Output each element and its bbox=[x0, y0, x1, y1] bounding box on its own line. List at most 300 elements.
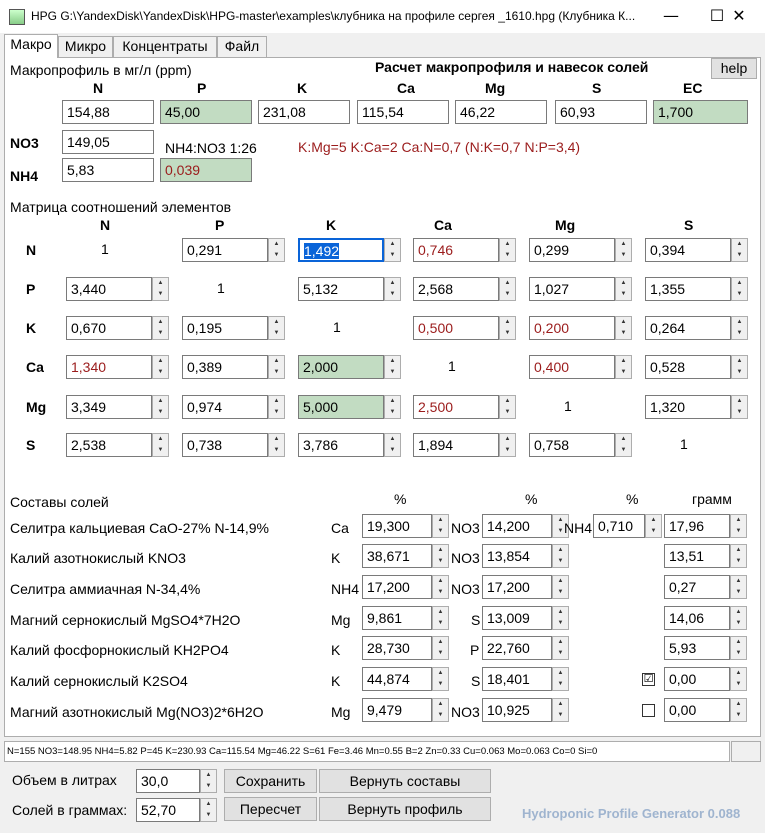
spin-up-icon[interactable]: ▲ bbox=[557, 701, 564, 707]
spin-up-icon[interactable]: ▲ bbox=[273, 319, 280, 325]
matrix-ca-n-field[interactable] bbox=[66, 355, 152, 379]
salt-percent-1-spinner[interactable] bbox=[432, 514, 449, 538]
status-bar: N=155 NO3=148.95 NH4=5.82 P=45 K=230.93 Ca=115.54 Mg=46.22 S=61 Fe=3.46 Mn=0.55 B=2 Zn=0.33 Cu=0.063 Mo=0.063 Co=0 Si=0 bbox=[4, 741, 730, 762]
restore-profile-button[interactable]: Вернуть профиль bbox=[319, 797, 491, 821]
no3-label: NO3 bbox=[10, 135, 39, 151]
spin-down-icon[interactable]: ▼ bbox=[273, 369, 280, 375]
salt-percent-1-spinner[interactable] bbox=[432, 544, 449, 568]
macro-ca-field[interactable]: 115,54 bbox=[357, 100, 449, 124]
salt-grams-spinner[interactable] bbox=[730, 544, 747, 568]
spin-up-icon[interactable]: ▲ bbox=[437, 517, 444, 523]
matrix-k-mg-field[interactable] bbox=[529, 316, 615, 340]
matrix-ca-k-value: 2,000 bbox=[303, 359, 339, 375]
spin-up-icon[interactable]: ▲ bbox=[557, 609, 564, 615]
spin-up-icon[interactable]: ▲ bbox=[205, 772, 212, 778]
app-icon bbox=[9, 9, 25, 25]
matrix-mg-s-field[interactable] bbox=[645, 395, 731, 419]
spin-down-icon[interactable]: ▼ bbox=[273, 330, 280, 336]
spin-down-icon[interactable]: ▼ bbox=[736, 409, 743, 415]
matrix-p-k-spinner[interactable] bbox=[384, 277, 401, 301]
spin-up-icon[interactable]: ▲ bbox=[389, 436, 396, 442]
salt-percent-2-field[interactable]: 22,760 bbox=[482, 636, 552, 660]
salt-grams-spinner[interactable] bbox=[730, 514, 747, 538]
matrix-p-p-cell: 1 bbox=[217, 280, 225, 296]
matrix-mg-k-field[interactable] bbox=[298, 395, 384, 419]
spin-down-icon[interactable]: ▼ bbox=[735, 589, 742, 595]
salt-grams-field[interactable]: 14,06 bbox=[664, 606, 730, 630]
matrix-p-k-field[interactable] bbox=[298, 277, 384, 301]
spin-down-icon[interactable]: ▼ bbox=[735, 620, 742, 626]
spin-up-icon[interactable]: ▲ bbox=[557, 670, 564, 676]
salts-grams-spinner[interactable] bbox=[200, 798, 217, 822]
salt-grams-field[interactable]: 5,93 bbox=[664, 636, 730, 660]
spin-down-icon[interactable]: ▼ bbox=[437, 681, 444, 687]
matrix-s-n-spinner[interactable] bbox=[152, 433, 169, 457]
spin-down-icon[interactable]: ▼ bbox=[437, 650, 444, 656]
matrix-p-s-spinner[interactable] bbox=[731, 277, 748, 301]
maximize-icon[interactable]: ☐ bbox=[709, 6, 725, 25]
salt-percent-1-spinner[interactable] bbox=[432, 636, 449, 660]
spin-up-icon[interactable]: ▲ bbox=[157, 280, 164, 286]
spin-up-icon[interactable]: ▲ bbox=[620, 436, 627, 442]
spin-up-icon[interactable]: ▲ bbox=[504, 398, 511, 404]
macro-col-s: S bbox=[592, 80, 602, 96]
spin-up-icon[interactable]: ▲ bbox=[389, 358, 396, 364]
matrix-mg-k-value: 5,000 bbox=[303, 399, 339, 415]
spin-down-icon[interactable]: ▼ bbox=[735, 712, 742, 718]
tab-micro[interactable]: Микро bbox=[58, 36, 113, 57]
matrix-k-s-spinner[interactable] bbox=[731, 316, 748, 340]
matrix-s-mg-value: 0,758 bbox=[534, 437, 570, 453]
salts-pct-3: % bbox=[626, 491, 639, 507]
matrix-ca-n-spinner[interactable] bbox=[152, 355, 169, 379]
spin-down-icon[interactable]: ▼ bbox=[620, 369, 627, 375]
matrix-n-ca-spinner[interactable] bbox=[499, 238, 516, 262]
salt-percent-2-spinner[interactable] bbox=[552, 544, 569, 568]
spin-up-icon[interactable]: ▲ bbox=[389, 280, 396, 286]
matrix-n-p-value: 0,291 bbox=[187, 242, 223, 258]
salt-element-2: S bbox=[471, 612, 481, 628]
salt-percent-1-field[interactable]: 44,874 bbox=[362, 667, 432, 691]
matrix-row-label: P bbox=[26, 281, 36, 297]
salt-percent-1-field[interactable]: 17,200 bbox=[362, 575, 432, 599]
matrix-p-s-field[interactable] bbox=[645, 277, 731, 301]
matrix-s-ca-spinner[interactable] bbox=[499, 433, 516, 457]
matrix-n-ca-field[interactable] bbox=[413, 238, 499, 262]
salt-percent-1-field[interactable]: 38,671 bbox=[362, 544, 432, 568]
spin-down-icon[interactable]: ▼ bbox=[389, 291, 396, 297]
salt-element-2: S bbox=[471, 673, 481, 689]
matrix-n-mg-field[interactable] bbox=[529, 238, 615, 262]
matrix-s-p-spinner[interactable] bbox=[268, 433, 285, 457]
restore-salts-button[interactable]: Вернуть составы bbox=[319, 769, 491, 793]
matrix-col-mg: Mg bbox=[555, 217, 576, 233]
spin-down-icon[interactable]: ▼ bbox=[620, 252, 627, 258]
matrix-ca-k-field[interactable] bbox=[298, 355, 384, 379]
spin-down-icon[interactable]: ▼ bbox=[437, 712, 444, 718]
matrix-s-k-field[interactable] bbox=[298, 433, 384, 457]
matrix-ca-k-spinner[interactable] bbox=[384, 355, 401, 379]
macro-p-field[interactable]: 45,00 bbox=[160, 100, 252, 124]
matrix-mg-n-field[interactable] bbox=[66, 395, 152, 419]
salt-enable-checkbox[interactable] bbox=[642, 704, 655, 717]
matrix-n-p-spinner[interactable] bbox=[268, 238, 285, 262]
salt-percent-2-field[interactable]: 14,200 bbox=[482, 514, 552, 538]
salt-element-2: P bbox=[470, 642, 480, 658]
salts-pct-1: % bbox=[394, 491, 407, 507]
matrix-mg-k-spinner[interactable] bbox=[384, 395, 401, 419]
matrix-mg-p-value: 0,974 bbox=[187, 399, 223, 415]
salt-element-1: K bbox=[331, 550, 341, 566]
macro-k-field[interactable]: 231,08 bbox=[258, 100, 350, 124]
spin-up-icon[interactable]: ▲ bbox=[735, 701, 742, 707]
salt-percent-2-spinner[interactable] bbox=[552, 698, 569, 722]
salt-percent-1-spinner[interactable] bbox=[432, 667, 449, 691]
matrix-s-n-field[interactable] bbox=[66, 433, 152, 457]
minimize-icon[interactable]: — bbox=[663, 6, 679, 25]
matrix-ca-p-spinner[interactable] bbox=[268, 355, 285, 379]
spin-up-icon[interactable]: ▲ bbox=[620, 358, 627, 364]
save-button[interactable]: Сохранить bbox=[224, 769, 317, 793]
spin-down-icon[interactable]: ▼ bbox=[504, 409, 511, 415]
matrix-p-mg-field[interactable] bbox=[529, 277, 615, 301]
salts-grams-label: Солей в граммах: bbox=[12, 802, 128, 818]
matrix-n-mg-spinner[interactable] bbox=[615, 238, 632, 262]
salt-name: Калий фосфорнокислый KH2PO4 bbox=[10, 642, 229, 658]
spin-down-icon[interactable]: ▼ bbox=[273, 447, 280, 453]
matrix-p-n-field[interactable] bbox=[66, 277, 152, 301]
spin-down-icon[interactable]: ▼ bbox=[157, 291, 164, 297]
nh4-field[interactable]: 5,83 bbox=[62, 158, 154, 182]
spin-up-icon[interactable]: ▲ bbox=[650, 517, 657, 523]
spin-up-icon[interactable]: ▲ bbox=[504, 436, 511, 442]
salt-percent-2-field[interactable]: 18,401 bbox=[482, 667, 552, 691]
spin-up-icon[interactable]: ▲ bbox=[736, 398, 743, 404]
salt-name: Калий азотнокислый KNO3 bbox=[10, 550, 186, 566]
macro-col-n: N bbox=[93, 80, 104, 96]
salt-percent-1-spinner[interactable] bbox=[432, 606, 449, 630]
matrix-row-label: K bbox=[26, 320, 37, 336]
spin-down-icon[interactable]: ▼ bbox=[389, 409, 396, 415]
matrix-n-k-field[interactable] bbox=[298, 238, 384, 262]
matrix-s-n-value: 2,538 bbox=[71, 437, 107, 453]
matrix-p-ca-field[interactable] bbox=[413, 277, 499, 301]
spin-up-icon[interactable]: ▲ bbox=[557, 639, 564, 645]
matrix-n-s-field[interactable] bbox=[645, 238, 731, 262]
matrix-ca-s-spinner[interactable] bbox=[731, 355, 748, 379]
ratios-summary: K:Mg=5 K:Ca=2 Ca:N=0,7 (N:K=0,7 N:P=3,4) bbox=[298, 139, 581, 155]
matrix-k-n-field[interactable] bbox=[66, 316, 152, 340]
salt-grams-field[interactable]: 0,27 bbox=[664, 575, 730, 599]
matrix-col-s: S bbox=[684, 217, 694, 233]
spin-down-icon[interactable]: ▼ bbox=[735, 681, 742, 687]
matrix-ca-p-value: 0,389 bbox=[187, 359, 223, 375]
volume-field[interactable]: 30,0 bbox=[136, 769, 200, 793]
spin-down-icon[interactable]: ▼ bbox=[557, 528, 564, 534]
matrix-k-n-spinner[interactable] bbox=[152, 316, 169, 340]
spin-up-icon[interactable]: ▲ bbox=[620, 280, 627, 286]
matrix-ca-mg-field[interactable] bbox=[529, 355, 615, 379]
matrix-row-label: Ca bbox=[26, 359, 44, 375]
spin-up-icon[interactable]: ▲ bbox=[205, 801, 212, 807]
salt-name: Магний сернокислый MgSO4*7H2O bbox=[10, 612, 241, 628]
salt-percent-2-field[interactable]: 13,009 bbox=[482, 606, 552, 630]
matrix-n-mg-value: 0,299 bbox=[534, 242, 570, 258]
salt-grams-spinner[interactable] bbox=[730, 698, 747, 722]
salt-percent-3-spinner[interactable] bbox=[645, 514, 662, 538]
matrix-n-n-cell: 1 bbox=[101, 241, 109, 257]
macro-s-field[interactable]: 60,93 bbox=[555, 100, 647, 124]
matrix-mg-mg-cell: 1 bbox=[564, 398, 572, 414]
matrix-mg-p-field[interactable] bbox=[182, 395, 268, 419]
spin-down-icon[interactable]: ▼ bbox=[504, 291, 511, 297]
spin-up-icon[interactable]: ▲ bbox=[437, 578, 444, 584]
spin-down-icon[interactable]: ▼ bbox=[273, 409, 280, 415]
matrix-s-mg-spinner[interactable] bbox=[615, 433, 632, 457]
spin-down-icon[interactable]: ▼ bbox=[157, 409, 164, 415]
recalc-button[interactable]: Пересчет bbox=[224, 797, 317, 821]
spin-down-icon[interactable]: ▼ bbox=[557, 650, 564, 656]
matrix-ca-p-field[interactable] bbox=[182, 355, 268, 379]
nh4-share-field[interactable]: 0,039 bbox=[160, 158, 252, 182]
spin-up-icon[interactable]: ▲ bbox=[735, 639, 742, 645]
spin-down-icon[interactable]: ▼ bbox=[389, 447, 396, 453]
matrix-s-p-field[interactable] bbox=[182, 433, 268, 457]
spin-up-icon[interactable]: ▲ bbox=[735, 670, 742, 676]
salt-percent-1-field[interactable]: 9,861 bbox=[362, 606, 432, 630]
spin-up-icon[interactable]: ▲ bbox=[736, 358, 743, 364]
spin-down-icon[interactable]: ▼ bbox=[557, 620, 564, 626]
spin-up-icon[interactable]: ▲ bbox=[735, 609, 742, 615]
salt-grams-spinner[interactable] bbox=[730, 667, 747, 691]
matrix-mg-n-value: 3,349 bbox=[71, 399, 107, 415]
matrix-k-ca-field[interactable] bbox=[413, 316, 499, 340]
spin-up-icon[interactable]: ▲ bbox=[437, 701, 444, 707]
spin-down-icon[interactable]: ▼ bbox=[735, 528, 742, 534]
matrix-mg-ca-field[interactable] bbox=[413, 395, 499, 419]
salt-grams-spinner[interactable] bbox=[730, 606, 747, 630]
salts-grams-header: грамм bbox=[692, 491, 732, 507]
spin-down-icon[interactable]: ▼ bbox=[557, 681, 564, 687]
salt-percent-3-field[interactable]: 0,710 bbox=[593, 514, 645, 538]
spin-up-icon[interactable]: ▲ bbox=[557, 547, 564, 553]
matrix-mg-s-spinner[interactable] bbox=[731, 395, 748, 419]
matrix-s-p-value: 0,738 bbox=[187, 437, 223, 453]
spin-up-icon[interactable]: ▲ bbox=[157, 436, 164, 442]
close-icon[interactable]: ✕ bbox=[732, 6, 746, 25]
spin-down-icon[interactable]: ▼ bbox=[620, 330, 627, 336]
spin-up-icon[interactable]: ▲ bbox=[557, 578, 564, 584]
salt-percent-2-field[interactable]: 10,925 bbox=[482, 698, 552, 722]
spin-down-icon[interactable]: ▼ bbox=[504, 447, 511, 453]
salt-element-1: Ca bbox=[331, 520, 349, 536]
no3-field[interactable]: 149,05 bbox=[62, 130, 154, 154]
matrix-title: Матрица соотношений элементов bbox=[10, 199, 232, 215]
matrix-mg-p-spinner[interactable] bbox=[268, 395, 285, 419]
macro-col-ca: Ca bbox=[397, 80, 415, 96]
matrix-s-ca-field[interactable] bbox=[413, 433, 499, 457]
spin-up-icon[interactable]: ▲ bbox=[437, 639, 444, 645]
spin-down-icon[interactable]: ▼ bbox=[157, 369, 164, 375]
help-button[interactable]: help bbox=[711, 58, 757, 79]
matrix-k-s-field[interactable] bbox=[645, 316, 731, 340]
spin-down-icon[interactable]: ▼ bbox=[205, 783, 212, 789]
salt-name: Селитра аммиачная N-34,4% bbox=[10, 581, 201, 597]
spin-down-icon[interactable]: ▼ bbox=[437, 589, 444, 595]
matrix-p-n-spinner[interactable] bbox=[152, 277, 169, 301]
spin-up-icon[interactable]: ▲ bbox=[437, 609, 444, 615]
salt-grams-spinner[interactable] bbox=[730, 575, 747, 599]
matrix-n-p-field[interactable] bbox=[182, 238, 268, 262]
spin-up-icon[interactable]: ▲ bbox=[389, 241, 396, 247]
matrix-s-k-spinner[interactable] bbox=[384, 433, 401, 457]
spin-down-icon[interactable]: ▼ bbox=[157, 330, 164, 336]
matrix-col-ca: Ca bbox=[434, 217, 452, 233]
spin-up-icon[interactable]: ▲ bbox=[437, 670, 444, 676]
spin-down-icon[interactable]: ▼ bbox=[650, 528, 657, 534]
salt-percent-2-spinner[interactable] bbox=[552, 636, 569, 660]
salt-enable-checkbox[interactable]: ☑ bbox=[643, 673, 654, 685]
macro-col-ec: EC bbox=[683, 80, 703, 96]
spin-down-icon[interactable]: ▼ bbox=[157, 447, 164, 453]
matrix-k-p-field[interactable] bbox=[182, 316, 268, 340]
spin-up-icon[interactable]: ▲ bbox=[389, 398, 396, 404]
tab-macro[interactable]: Макро bbox=[4, 34, 58, 58]
matrix-n-s-spinner[interactable] bbox=[731, 238, 748, 262]
salt-percent-2-spinner[interactable] bbox=[552, 667, 569, 691]
spin-down-icon[interactable]: ▼ bbox=[557, 589, 564, 595]
salt-percent-1-field[interactable]: 19,300 bbox=[362, 514, 432, 538]
matrix-mg-n-spinner[interactable] bbox=[152, 395, 169, 419]
spin-down-icon[interactable]: ▼ bbox=[273, 252, 280, 258]
spin-down-icon[interactable]: ▼ bbox=[389, 252, 396, 258]
matrix-n-ca-value: 0,746 bbox=[418, 242, 454, 258]
salt-percent-2-field[interactable]: 13,854 bbox=[482, 544, 552, 568]
matrix-k-ca-spinner[interactable] bbox=[499, 316, 516, 340]
matrix-row-label: S bbox=[26, 437, 36, 453]
spin-down-icon[interactable]: ▼ bbox=[504, 252, 511, 258]
salt-grams-spinner[interactable] bbox=[730, 636, 747, 660]
matrix-k-mg-spinner[interactable] bbox=[615, 316, 632, 340]
spin-down-icon[interactable]: ▼ bbox=[437, 558, 444, 564]
spin-down-icon[interactable]: ▼ bbox=[735, 558, 742, 564]
spin-up-icon[interactable]: ▲ bbox=[736, 319, 743, 325]
salt-name: Калий сернокислый K2SO4 bbox=[10, 673, 188, 689]
spin-up-icon[interactable]: ▲ bbox=[736, 241, 743, 247]
salt-percent-2-spinner[interactable] bbox=[552, 606, 569, 630]
macro-ec-field[interactable]: 1,700 bbox=[653, 100, 748, 124]
spin-up-icon[interactable]: ▲ bbox=[735, 578, 742, 584]
spin-up-icon[interactable]: ▲ bbox=[557, 517, 564, 523]
matrix-n-k-spinner[interactable] bbox=[384, 238, 401, 262]
spin-up-icon[interactable]: ▲ bbox=[157, 398, 164, 404]
salt-grams-field[interactable]: 0,00 bbox=[664, 698, 730, 722]
macro-n-field[interactable]: 154,88 bbox=[62, 100, 154, 124]
spin-up-icon[interactable]: ▲ bbox=[273, 358, 280, 364]
salt-percent-1-spinner[interactable] bbox=[432, 575, 449, 599]
salt-grams-field[interactable]: 0,00 bbox=[664, 667, 730, 691]
spin-down-icon[interactable]: ▼ bbox=[437, 620, 444, 626]
spin-down-icon[interactable]: ▼ bbox=[557, 712, 564, 718]
spin-down-icon[interactable]: ▼ bbox=[389, 369, 396, 375]
matrix-s-ca-value: 1,894 bbox=[418, 437, 454, 453]
spin-up-icon[interactable]: ▲ bbox=[736, 280, 743, 286]
matrix-k-p-spinner[interactable] bbox=[268, 316, 285, 340]
matrix-p-mg-value: 1,027 bbox=[534, 281, 570, 297]
matrix-ca-s-field[interactable] bbox=[645, 355, 731, 379]
spin-down-icon[interactable]: ▼ bbox=[557, 558, 564, 564]
nh4-no3-ratio: NH4:NO3 1:26 bbox=[165, 140, 257, 156]
window-title: HPG G:\YandexDisk\YandexDisk\HPG-master\examples\клубника на профиле сергея _1610.hpg (Клубника К... bbox=[31, 9, 636, 23]
volume-spinner[interactable] bbox=[200, 769, 217, 793]
spin-up-icon[interactable]: ▲ bbox=[157, 358, 164, 364]
spin-down-icon[interactable]: ▼ bbox=[736, 291, 743, 297]
tab-file[interactable]: Файл bbox=[217, 36, 267, 57]
spin-up-icon[interactable]: ▲ bbox=[437, 547, 444, 553]
matrix-ca-mg-spinner[interactable] bbox=[615, 355, 632, 379]
salt-name: Магний азотнокислый Mg(NO3)2*6H2O bbox=[10, 704, 264, 720]
matrix-k-s-value: 0,264 bbox=[650, 320, 686, 336]
matrix-mg-ca-spinner[interactable] bbox=[499, 395, 516, 419]
salt-grams-field[interactable]: 17,96 bbox=[664, 514, 730, 538]
matrix-k-k-cell: 1 bbox=[333, 319, 341, 335]
salt-grams-field[interactable]: 13,51 bbox=[664, 544, 730, 568]
salt-element-1: Mg bbox=[331, 704, 351, 720]
spin-up-icon[interactable]: ▲ bbox=[735, 517, 742, 523]
salt-element-1: K bbox=[331, 642, 341, 658]
matrix-p-mg-spinner[interactable] bbox=[615, 277, 632, 301]
salt-percent-2-spinner[interactable] bbox=[552, 575, 569, 599]
matrix-s-mg-field[interactable] bbox=[529, 433, 615, 457]
salt-percent-1-field[interactable]: 28,730 bbox=[362, 636, 432, 660]
spin-down-icon[interactable]: ▼ bbox=[437, 528, 444, 534]
spin-up-icon[interactable]: ▲ bbox=[157, 319, 164, 325]
spin-down-icon[interactable]: ▼ bbox=[205, 812, 212, 818]
volume-label: Объем в литрах bbox=[12, 772, 117, 788]
spin-down-icon[interactable]: ▼ bbox=[736, 330, 743, 336]
matrix-col-k: K bbox=[326, 217, 337, 233]
matrix-mg-s-value: 1,320 bbox=[650, 399, 686, 415]
matrix-p-ca-spinner[interactable] bbox=[499, 277, 516, 301]
tab-concentrates[interactable]: Концентраты bbox=[113, 36, 217, 57]
spin-down-icon[interactable]: ▼ bbox=[504, 330, 511, 336]
macro-col-k: K bbox=[297, 80, 308, 96]
salt-element-1: NH4 bbox=[331, 581, 360, 597]
salt-element-1: K bbox=[331, 673, 341, 689]
spin-up-icon[interactable]: ▲ bbox=[620, 319, 627, 325]
spin-down-icon[interactable]: ▼ bbox=[736, 252, 743, 258]
spin-down-icon[interactable]: ▼ bbox=[620, 447, 627, 453]
spin-up-icon[interactable]: ▲ bbox=[504, 280, 511, 286]
status-extra bbox=[731, 741, 761, 762]
spin-up-icon[interactable]: ▲ bbox=[504, 319, 511, 325]
salt-percent-2-field[interactable]: 17,200 bbox=[482, 575, 552, 599]
spin-down-icon[interactable]: ▼ bbox=[736, 369, 743, 375]
spin-up-icon[interactable]: ▲ bbox=[620, 241, 627, 247]
spin-up-icon[interactable]: ▲ bbox=[273, 436, 280, 442]
spin-up-icon[interactable]: ▲ bbox=[273, 398, 280, 404]
spin-down-icon[interactable]: ▼ bbox=[620, 291, 627, 297]
matrix-s-s-cell: 1 bbox=[680, 436, 688, 452]
salt-percent-1-field[interactable]: 9,479 bbox=[362, 698, 432, 722]
salts-grams-field[interactable]: 52,70 bbox=[136, 798, 200, 822]
spin-down-icon[interactable]: ▼ bbox=[735, 650, 742, 656]
salt-percent-1-spinner[interactable] bbox=[432, 698, 449, 722]
spin-up-icon[interactable]: ▲ bbox=[273, 241, 280, 247]
spin-up-icon[interactable]: ▲ bbox=[504, 241, 511, 247]
spin-up-icon[interactable]: ▲ bbox=[735, 547, 742, 553]
macro-mg-field[interactable]: 46,22 bbox=[455, 100, 547, 124]
